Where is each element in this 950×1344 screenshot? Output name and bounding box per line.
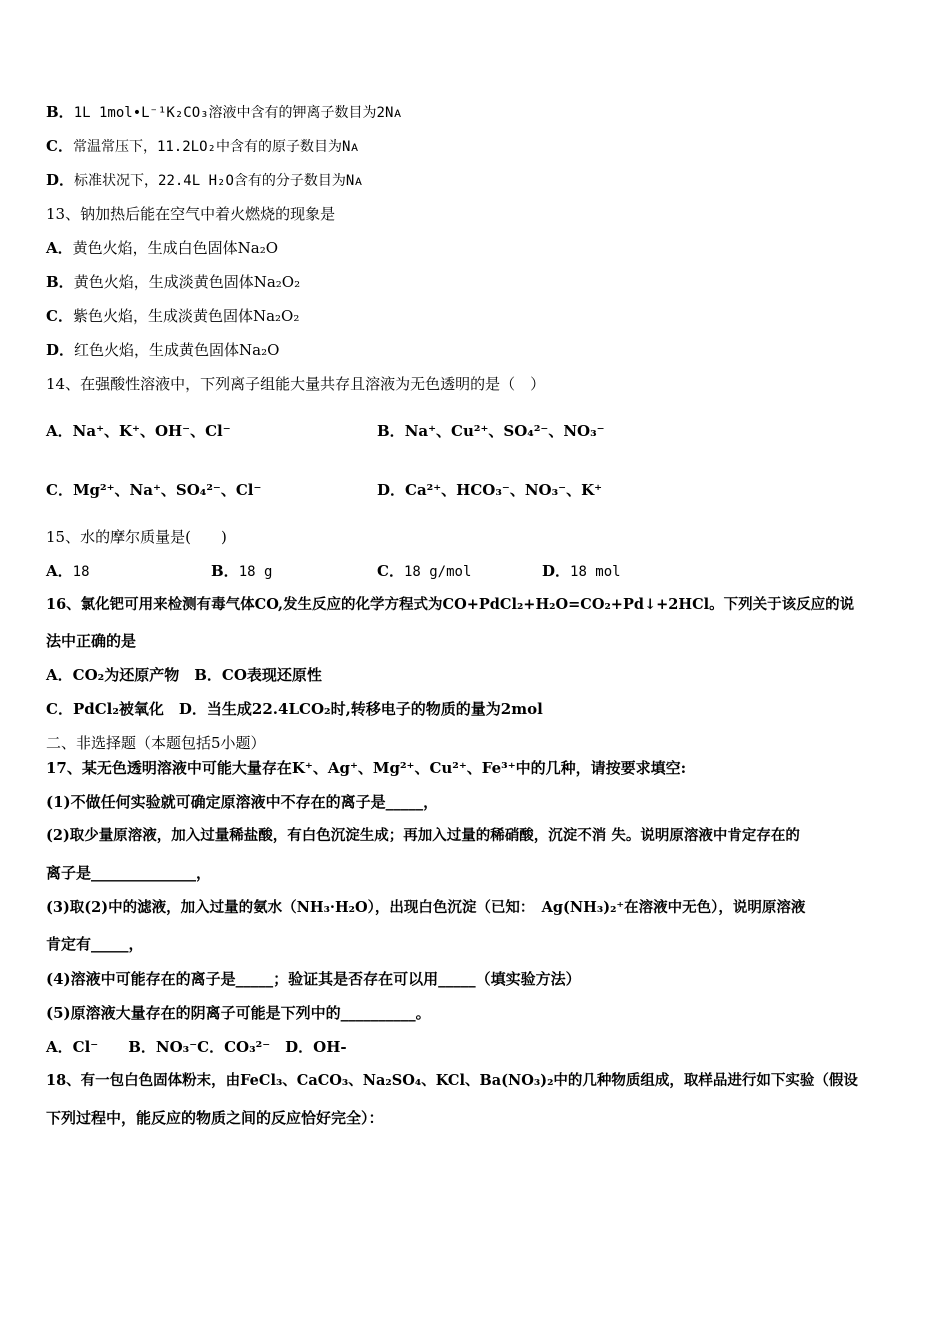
q18-stem-line2: 下列过程中，能反应的物质之间的反应恰好完全）： <box>46 1109 384 1127</box>
q16-options-cd: C．PdCl₂被氧化 D．当生成22.4LCO₂时,转移电子的物质的量为2mol <box>46 700 543 718</box>
q17-part-3-line1: (3)取(2)中的滤液，加入过量的氨水（NH₃·H₂O），出现白色沉淀（已知： Ag(NH₃)₂⁺在溶液中无色），说明原溶液 <box>46 899 806 916</box>
q14-option-c: C．Mg²⁺、Na⁺、SO₄²⁻、Cl⁻ <box>46 481 262 499</box>
q15-option-b: B．18 g <box>211 562 273 580</box>
q12-option-b: B．1L 1mol•L⁻¹K₂CO₃溶液中含有的钾离子数目为2Nᴀ <box>46 103 402 121</box>
q16-stem-line1: 16、氯化钯可用来检测有毒气体CO,发生反应的化学方程式为CO+PdCl₂+H₂O=CO₂+Pd↓+2HCl。下列关于该反应的说 <box>46 596 855 613</box>
q14-option-a: A．Na⁺、K⁺、OH⁻、Cl⁻ <box>46 422 231 440</box>
q17-part-1: (1)不做任何实验就可确定原溶液中不存在的离子是_____， <box>46 793 439 811</box>
q17-part-5: (5)原溶液大量存在的阴离子可能是下列中的__________。 <box>46 1004 431 1022</box>
q17-options: A．Cl⁻ B．NO₃⁻C．CO₃²⁻ D．OH- <box>46 1038 347 1056</box>
q15-stem: 15、水的摩尔质量是( ) <box>46 528 227 546</box>
q13-option-d: D．红色火焰，生成黄色固体Na₂O <box>46 341 280 359</box>
q17-part-4: (4)溶液中可能存在的离子是_____；验证其是否存在可以用_____（填实验方法） <box>46 970 581 988</box>
q16-options-ab: A．CO₂为还原产物 B．CO表现还原性 <box>46 666 322 684</box>
q16-stem-line2: 法中正确的是 <box>46 632 137 650</box>
q15-option-d: D．18 mol <box>542 562 621 580</box>
q15-option-c: C．18 g/mol <box>377 562 472 580</box>
q17-stem: 17、某无色透明溶液中可能大量存在K⁺、Ag⁺、Mg²⁺、Cu²⁺、Fe³⁺中的几种，请按要求填空: <box>46 759 687 777</box>
q13-option-b: B．黄色火焰，生成淡黄色固体Na₂O₂ <box>46 273 301 291</box>
section-2-heading: 二、非选择题（本题包括5小题） <box>46 734 266 752</box>
q14-option-d: D．Ca²⁺、HCO₃⁻、NO₃⁻、K⁺ <box>377 481 603 499</box>
q13-option-a: A．黄色火焰，生成白色固体Na₂O <box>46 239 279 257</box>
q17-part-2-line1: (2)取少量原溶液，加入过量稀盐酸，有白色沉淀生成；再加入过量的稀硝酸，沉淀不消 失。说明原溶液中肯定存在的 <box>46 827 800 844</box>
q12-option-d: D．标准状况下，22.4L H₂O含有的分子数目为Nᴀ <box>46 171 363 189</box>
q15-option-a: A．18 <box>46 562 90 580</box>
q17-part-2-line2: 离子是______________， <box>46 864 212 882</box>
q14-stem: 14、在强酸性溶液中，下列离子组能大量共存且溶液为无色透明的是（ ） <box>46 375 546 393</box>
q13-stem: 13、钠加热后能在空气中着火燃烧的现象是 <box>46 205 336 223</box>
q17-part-3-line2: 肯定有_____， <box>46 935 144 953</box>
q18-stem-line1: 18、有一包白色固体粉末，由FeCl₃、CaCO₃、Na₂SO₄、KCl、Ba(NO₃)₂中的几种物质组成，取样品进行如下实验（假设 <box>46 1072 858 1089</box>
q14-option-b: B．Na⁺、Cu²⁺、SO₄²⁻、NO₃⁻ <box>377 422 605 440</box>
q13-option-c: C．紫色火焰，生成淡黄色固体Na₂O₂ <box>46 307 300 325</box>
q12-option-c: C．常温常压下，11.2LO₂中含有的原子数目为Nᴀ <box>46 137 359 155</box>
